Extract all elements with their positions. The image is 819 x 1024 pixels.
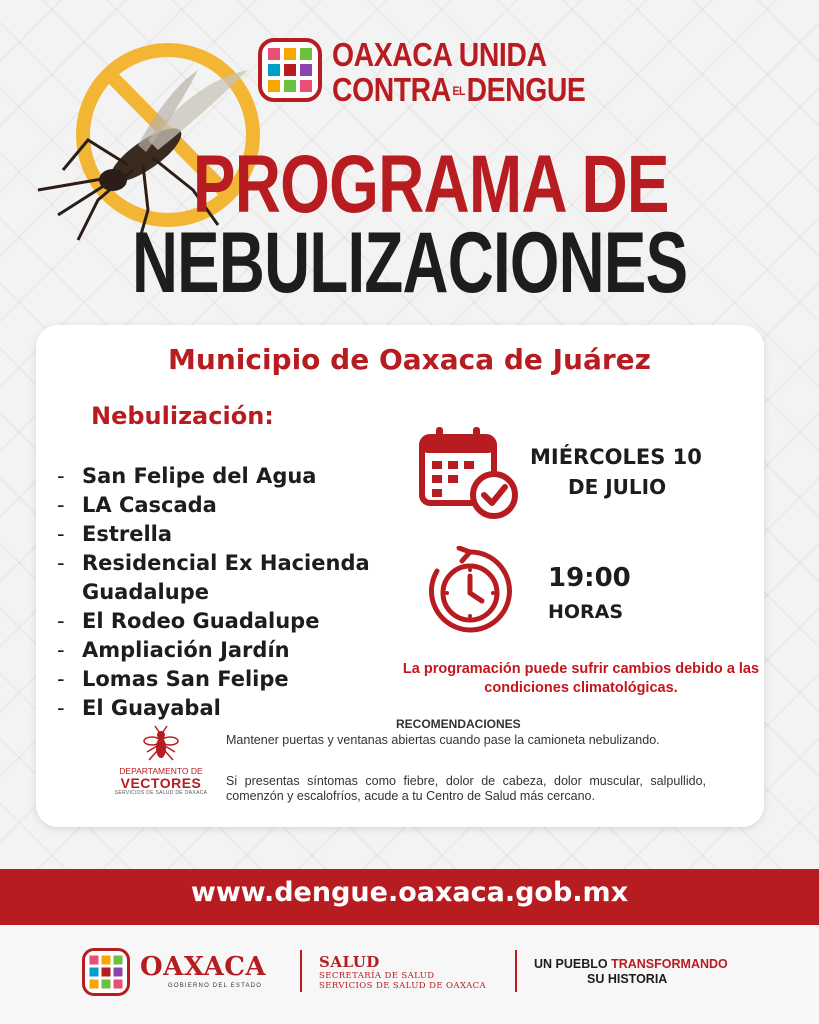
footer-secretaria: SECRETARÍA DE SALUD [319,971,435,981]
time-unit: HORAS [548,601,624,623]
list-item: - El Guayabal [57,696,221,720]
program-title-line-1: PROGRAMA DE [192,139,669,230]
list-item: - Estrella [57,522,173,546]
oaxaca-logo-icon [82,948,130,996]
date-line-2: DE JULIO [568,475,667,499]
brand-title-line-1: OAXACA UNIDA [332,36,547,73]
date-line-1: MIÉRCOLES 10 [530,445,702,469]
footer-gobierno: GOBIERNO DEL ESTADO [168,983,263,989]
footer-slogan-line-1: UN PUEBLO TRANSFORMANDO [534,957,728,971]
calendar-check-icon [418,423,520,519]
clock-icon [425,546,515,636]
footer-salud: SALUD [319,953,380,971]
vectores-sub: SERVICIOS DE SALUD DE OAXACA [114,790,208,796]
recommendations-title: RECOMENDACIONES [396,717,521,731]
vectores-logo [108,724,214,804]
footer-slogan-line-2: SU HISTORIA [587,972,668,986]
list-item: - Ampliación Jardín [57,638,290,662]
brand-title-line-2: CONTRA ELDENGUE [332,71,586,108]
list-item: - San Felipe del Agua [57,464,317,488]
vectores-name: VECTORES [120,775,202,791]
time-value: 19:00 [548,563,631,593]
places-list [57,462,387,723]
footer-oaxaca: OAXACA [140,952,267,982]
list-item: - LA Cascada [57,493,217,517]
municipio-heading: Municipio de Oaxaca de Juárez [168,343,651,376]
vectores-dept: DEPARTAMENTO DE [119,766,203,776]
vectors-insect-icon [141,724,181,764]
list-item: - El Rodeo Guadalupe [57,609,320,633]
nebulizacion-heading: Nebulización: [91,402,274,430]
program-title-line-2: NEBULIZACIONES [131,215,688,311]
footer-divider [300,950,302,992]
list-item: - Lomas San Felipe [57,667,289,691]
recommendation-2: Si presentas síntomas como fiebre, dolor de cabeza, dolor muscular, salpullido, comenzón y escalofríos, acude a tu Centro de Salud más cercano. [226,774,706,803]
schedule-notice: La programación puede sufrir cambios debido a las condiciones climatológicas. [402,661,760,696]
website-url[interactable]: www.dengue.oaxaca.gob.mx [190,877,629,908]
footer-servicios: SERVICIOS DE SALUD DE OAXACA [319,981,487,991]
list-item: - Residencial Ex Hacienda Guadalupe [57,551,370,604]
recommendation-1: Mantener puertas y ventanas abiertas cuando pase la camioneta nebulizando. [226,733,660,747]
footer-divider [515,950,517,992]
